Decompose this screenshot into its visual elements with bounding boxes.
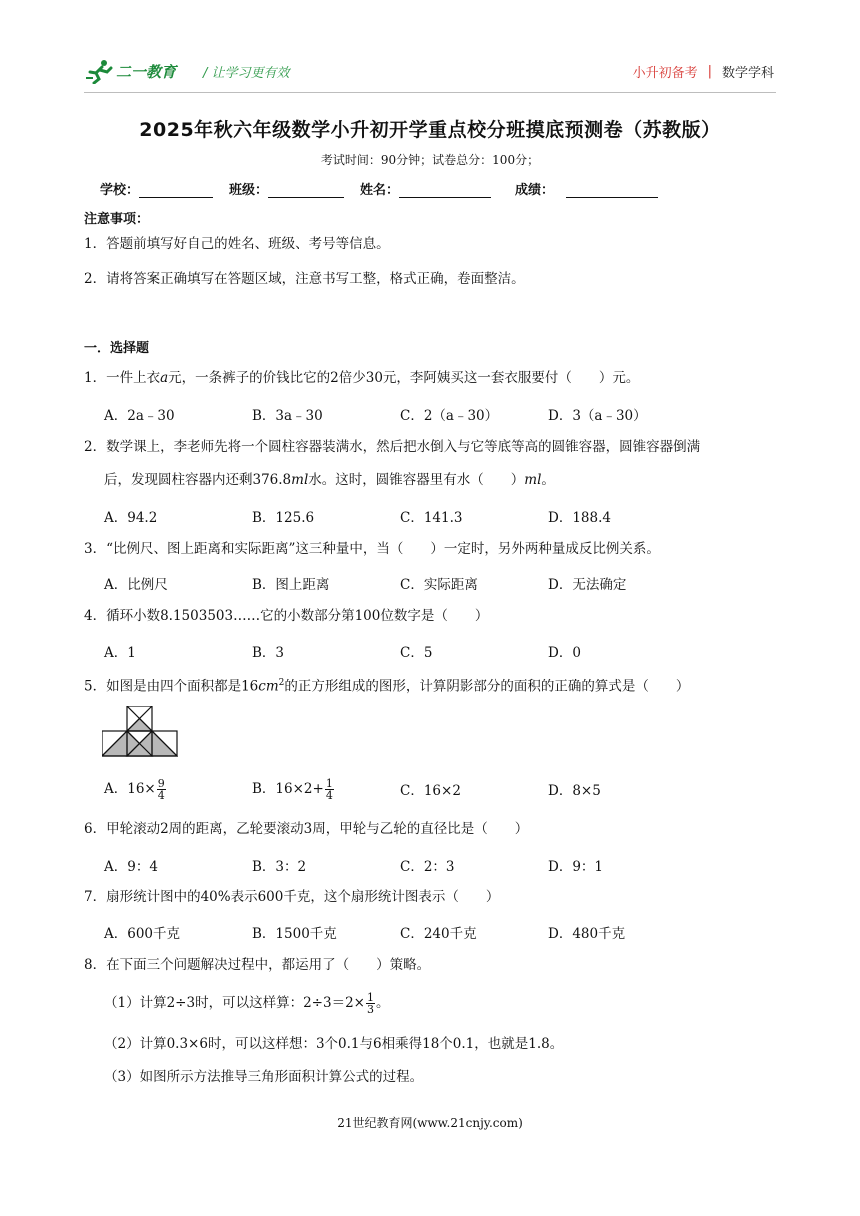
- option-d[interactable]: D．3（a﹣30）: [548, 408, 647, 424]
- question-4-options: [104, 641, 696, 661]
- page-footer: 21世纪教育网(www.21cnjy.com): [337, 1116, 523, 1130]
- option-a[interactable]: A．比例尺: [104, 577, 168, 593]
- section-heading: 一．选择题: [84, 341, 150, 356]
- option-c[interactable]: C．2（a﹣30）: [400, 408, 499, 424]
- option-c[interactable]: C．240千克: [400, 926, 477, 942]
- question-2: 2．数学课上，李老师先将一个圆柱容器装满水，然后把水倒入与它等底等高的圆锥容器，圆锥容器倒满: [84, 439, 701, 455]
- notice-item: 1．答题前填写好自己的姓名、班级、考号等信息。: [84, 236, 390, 252]
- question-7-options: [104, 922, 696, 942]
- option-c[interactable]: C．实际距离: [400, 577, 478, 593]
- header-divider: [84, 92, 776, 93]
- question-6: 6．甲轮滚动2周的距离，乙轮要滚动3周，甲轮与乙轮的直径比是（ ）: [84, 821, 529, 837]
- option-d[interactable]: D．8×5: [548, 783, 601, 799]
- header-subject: 数学学科: [721, 66, 774, 81]
- question-8-sub-1: （1）计算2÷3时，可以这样算：2÷3＝2× $\frac{1}{3}$ 。: [104, 991, 390, 1016]
- score-field[interactable]: 成绩：: [515, 179, 658, 198]
- option-c[interactable]: C．16×2: [400, 783, 461, 799]
- option-a[interactable]: A．2a﹣30: [104, 408, 175, 424]
- header-right: [633, 62, 774, 81]
- name-field[interactable]: 姓名：: [360, 179, 491, 198]
- option-d[interactable]: D．0: [548, 645, 581, 661]
- option-c[interactable]: C．2：3: [400, 859, 455, 875]
- question-2-cont: 后，发现圆柱容器内还剩376.8ml水。这时，圆锥容器里有水（ ）ml。: [104, 472, 555, 488]
- option-a[interactable]: A．1: [104, 645, 136, 661]
- option-a[interactable]: A．94.2: [104, 510, 158, 526]
- option-d[interactable]: D．188.4: [548, 510, 611, 526]
- option-b[interactable]: B．1500千克: [252, 926, 337, 942]
- option-b[interactable]: B．3a﹣30: [252, 408, 323, 424]
- header-separator: |: [707, 64, 712, 79]
- question-1-options: [104, 404, 696, 424]
- option-d[interactable]: D．9：1: [548, 859, 604, 875]
- option-d[interactable]: D．无法确定: [548, 577, 627, 593]
- squares-figure: [102, 706, 178, 758]
- option-a[interactable]: A．16× $\frac{9}{4}$: [104, 777, 165, 802]
- running-man-icon: [84, 58, 114, 84]
- question-3-options: [104, 573, 696, 593]
- question-8: 8．在下面三个问题解决过程中，都运用了（ ）策略。: [84, 957, 431, 973]
- option-c[interactable]: C．5: [400, 645, 433, 661]
- page-title: 2025年秋六年级数学小升初开学重点校分班摸底预测卷（苏教版）: [139, 119, 721, 141]
- option-b[interactable]: B．125.6: [252, 510, 315, 526]
- slogan: / 让学习更有效: [203, 66, 290, 81]
- question-4: 4．循环小数8.1503503……它的小数部分第100位数字是（ ）: [84, 608, 489, 624]
- student-info-fields: [100, 179, 672, 198]
- option-a[interactable]: A．600千克: [104, 926, 181, 942]
- header-category: 小升初备考: [632, 66, 698, 81]
- question-5-options: [104, 777, 696, 801]
- question-1: 1．一件上衣a元，一条裤子的价钱比它的2倍少30元，李阿姨买这一套衣服要付（ ）元。: [84, 370, 640, 386]
- logo: [84, 58, 176, 84]
- option-b[interactable]: B．16×2+ $\frac{1}{4}$: [252, 777, 333, 802]
- option-b[interactable]: B．3: [252, 645, 285, 661]
- notice-item: 2．请将答案正确填写在答题区域，注意书写工整，格式正确，卷面整洁。: [84, 271, 525, 287]
- option-b[interactable]: B．3：2: [252, 859, 307, 875]
- question-3: 3．“比例尺、图上距离和实际距离”这三种量中，当（ ）一定时，另外两种量成反比例关系。: [84, 541, 660, 557]
- class-field[interactable]: 班级：: [229, 179, 344, 198]
- option-b[interactable]: B．图上距离: [252, 577, 330, 593]
- question-5: 5．如图是由四个面积都是$16cm^2$的正方形组成的图形，计算阴影部分的面积的正确的算式是（ ）: [84, 678, 690, 695]
- school-field[interactable]: 学校：: [100, 179, 213, 198]
- option-d[interactable]: D．480千克: [548, 926, 626, 942]
- option-c[interactable]: C．141.3: [400, 510, 463, 526]
- question-2-options: [104, 506, 696, 526]
- question-6-options: [104, 855, 696, 875]
- question-8-sub-3: （3）如图所示方法推导三角形面积计算公式的过程。: [104, 1069, 424, 1085]
- logo-text: 二一教育: [116, 62, 177, 81]
- notice-heading: 注意事项：: [84, 212, 150, 227]
- option-a[interactable]: A．9：4: [104, 859, 158, 875]
- question-7: 7．扇形统计图中的40%表示600千克，这个扇形统计图表示（ ）: [84, 889, 500, 905]
- question-8-sub-2: （2）计算0.3×6时，可以这样想：3个0.1与6相乘得18个0.1，也就是1.8。: [104, 1036, 564, 1052]
- exam-info: 考试时间：90分钟；试卷总分：100分；: [320, 153, 540, 167]
